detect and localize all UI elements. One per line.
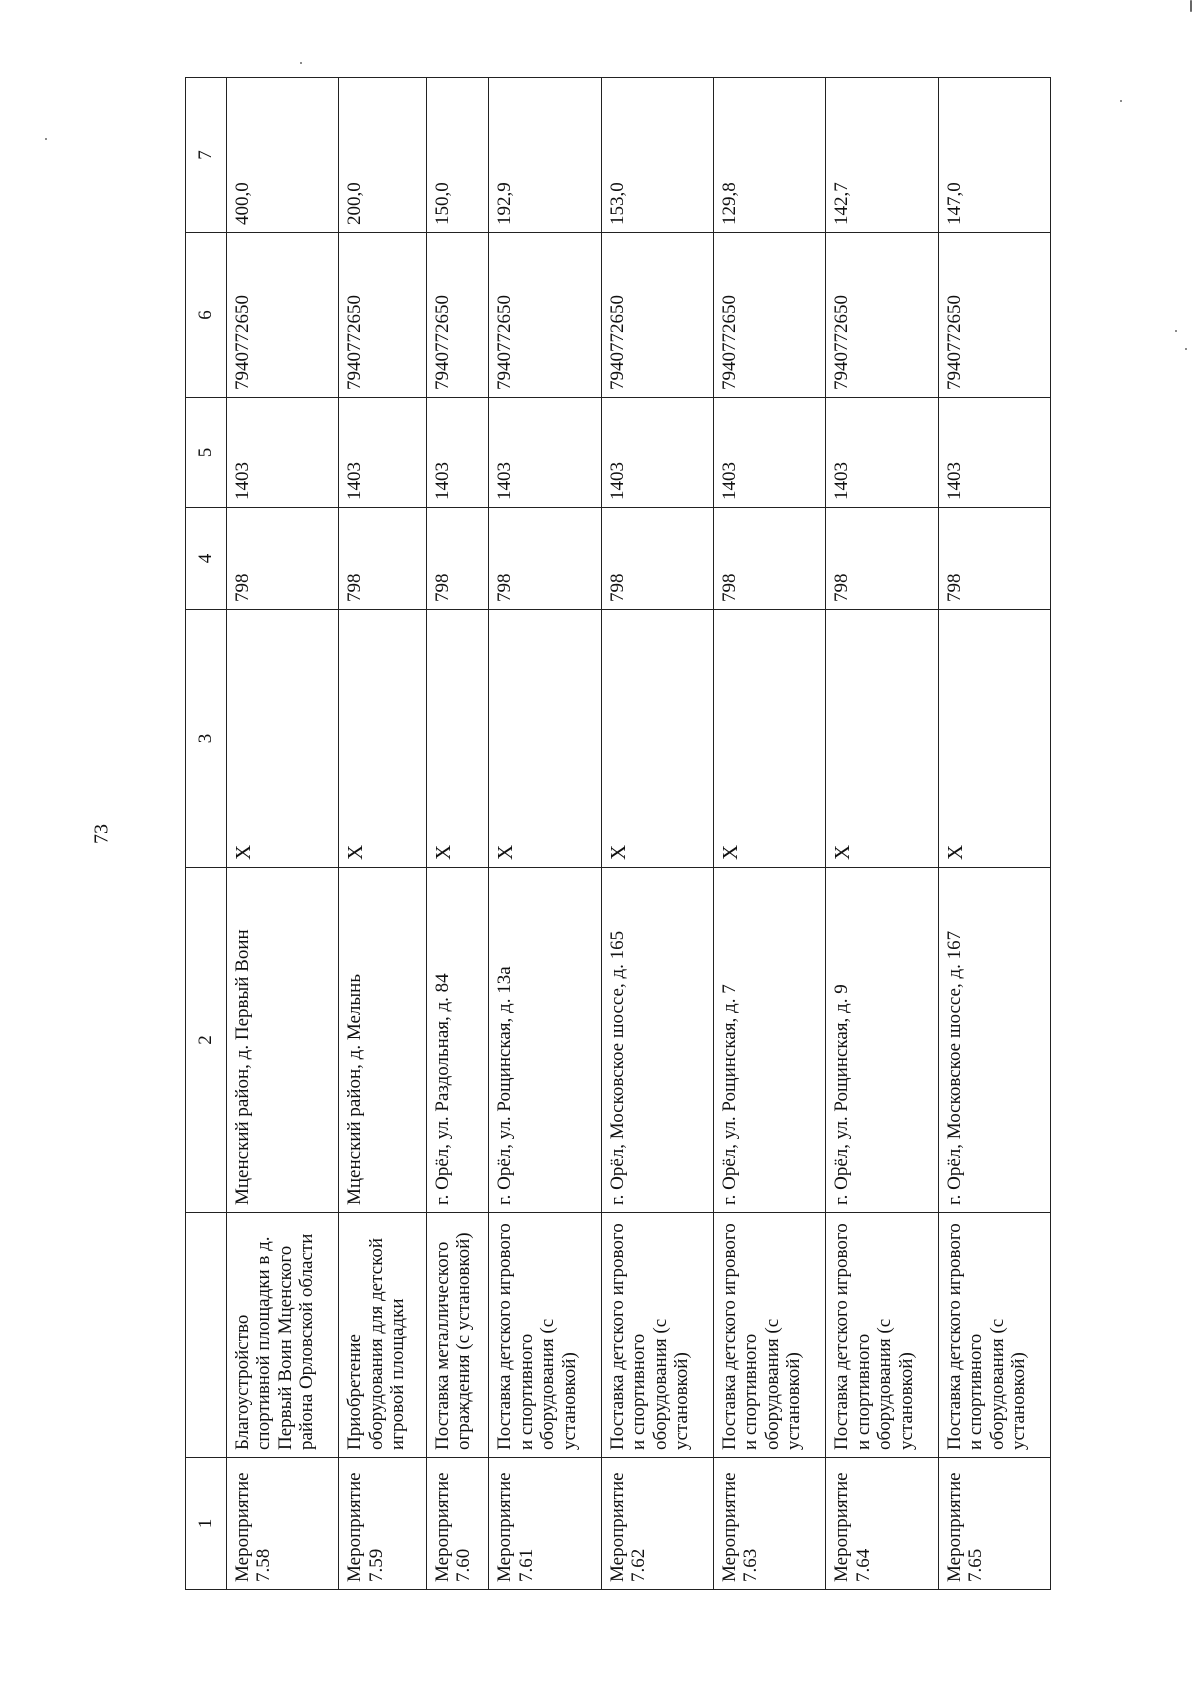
page-number: 73 [90,824,113,844]
amount-cell: 129,8 [713,78,825,233]
table-row [938,78,1050,1590]
description-cell: Благоустройство спортивной площадки в д. Первый Воин Мценского района Орловской области [227,1213,339,1458]
mark-cell: Х [339,610,426,868]
address-cell: г. Орёл, Московское шоссе, д. 167 [938,868,1050,1213]
address-cell: г. Орёл, ул. Рощинская, д. 13а [489,868,601,1213]
address-cell: г. Орёл, ул. Рощинская, д. 7 [713,868,825,1213]
target-article-cell: 7940772650 [227,233,339,398]
table-row [601,78,713,1590]
header-cell-7: 7 [186,78,227,233]
code-cell: 798 [601,508,713,610]
mark-cell: Х [826,610,938,868]
target-article-cell: 7940772650 [601,233,713,398]
description-cell: Приобретение оборудования для детской игровой площадки [339,1213,426,1458]
amount-cell: 400,0 [227,78,339,233]
table-row [489,78,601,1590]
mark-cell: Х [227,610,339,868]
measure-number-cell: Мероприятие 7.59 [339,1458,426,1590]
amount-cell: 147,0 [938,78,1050,233]
table-header-row [186,78,227,1590]
mark-cell: Х [713,610,825,868]
table-row [227,78,339,1590]
target-article-cell: 7940772650 [339,233,426,398]
section-cell: 1403 [601,398,713,508]
header-cell-5: 5 [186,398,227,508]
description-cell: Поставка детского игрового и спортивного оборудования (с установкой) [713,1213,825,1458]
header-cell-6: 6 [186,233,227,398]
measure-number-cell: Мероприятие 7.62 [601,1458,713,1590]
measures-table [185,77,1051,1590]
amount-cell: 150,0 [426,78,489,233]
section-cell: 1403 [713,398,825,508]
address-cell: г. Орёл, Московское шоссе, д. 165 [601,868,713,1213]
scan-speck [45,138,47,140]
description-cell: Поставка детского игрового и спортивного оборудования (с установкой) [826,1213,938,1458]
section-cell: 1403 [489,398,601,508]
amount-cell: 200,0 [339,78,426,233]
header-cell-4: 4 [186,508,227,610]
section-cell: 1403 [426,398,489,508]
code-cell: 798 [227,508,339,610]
scan-mark [1190,0,1192,12]
table-row [339,78,426,1590]
header-cell-2: 2 [186,868,227,1213]
description-cell: Поставка детского игрового и спортивного оборудования (с установкой) [489,1213,601,1458]
table-row [826,78,938,1590]
amount-cell: 142,7 [826,78,938,233]
description-cell: Поставка металлического ограждения (с установкой) [426,1213,489,1458]
mark-cell: Х [938,610,1050,868]
address-cell: Мценский район, д. Мелынь [339,868,426,1213]
scan-speck [1175,330,1177,332]
target-article-cell: 7940772650 [489,233,601,398]
measure-number-cell: Мероприятие 7.63 [713,1458,825,1590]
scan-speck [1185,348,1187,350]
measure-number-cell: Мероприятие 7.65 [938,1458,1050,1590]
amount-cell: 192,9 [489,78,601,233]
scan-speck [1120,100,1122,102]
section-cell: 1403 [227,398,339,508]
address-cell: Мценский район, д. Первый Воин [227,868,339,1213]
code-cell: 798 [426,508,489,610]
header-cell-3: 3 [186,610,227,868]
measure-number-cell: Мероприятие 7.64 [826,1458,938,1590]
target-article-cell: 7940772650 [713,233,825,398]
measure-number-cell: Мероприятие 7.58 [227,1458,339,1590]
target-article-cell: 7940772650 [426,233,489,398]
rotated-table-container [185,78,1051,1590]
target-article-cell: 7940772650 [938,233,1050,398]
mark-cell: Х [426,610,489,868]
header-cell-1: 1 [186,1458,227,1590]
description-cell: Поставка детского игрового и спортивного оборудования (с установкой) [938,1213,1050,1458]
code-cell: 798 [489,508,601,610]
measure-number-cell: Мероприятие 7.61 [489,1458,601,1590]
section-cell: 1403 [938,398,1050,508]
address-cell: г. Орёл, ул. Раздольная, д. 84 [426,868,489,1213]
amount-cell: 153,0 [601,78,713,233]
code-cell: 798 [713,508,825,610]
table-row [713,78,825,1590]
mark-cell: Х [489,610,601,868]
code-cell: 798 [938,508,1050,610]
mark-cell: Х [601,610,713,868]
code-cell: 798 [826,508,938,610]
header-cell-blank [186,1213,227,1458]
address-cell: г. Орёл, ул. Рощинская, д. 9 [826,868,938,1213]
description-cell: Поставка детского игрового и спортивного оборудования (с установкой) [601,1213,713,1458]
section-cell: 1403 [339,398,426,508]
scan-speck [300,62,302,64]
section-cell: 1403 [826,398,938,508]
code-cell: 798 [339,508,426,610]
target-article-cell: 7940772650 [826,233,938,398]
measure-number-cell: Мероприятие 7.60 [426,1458,489,1590]
table-row [426,78,489,1590]
